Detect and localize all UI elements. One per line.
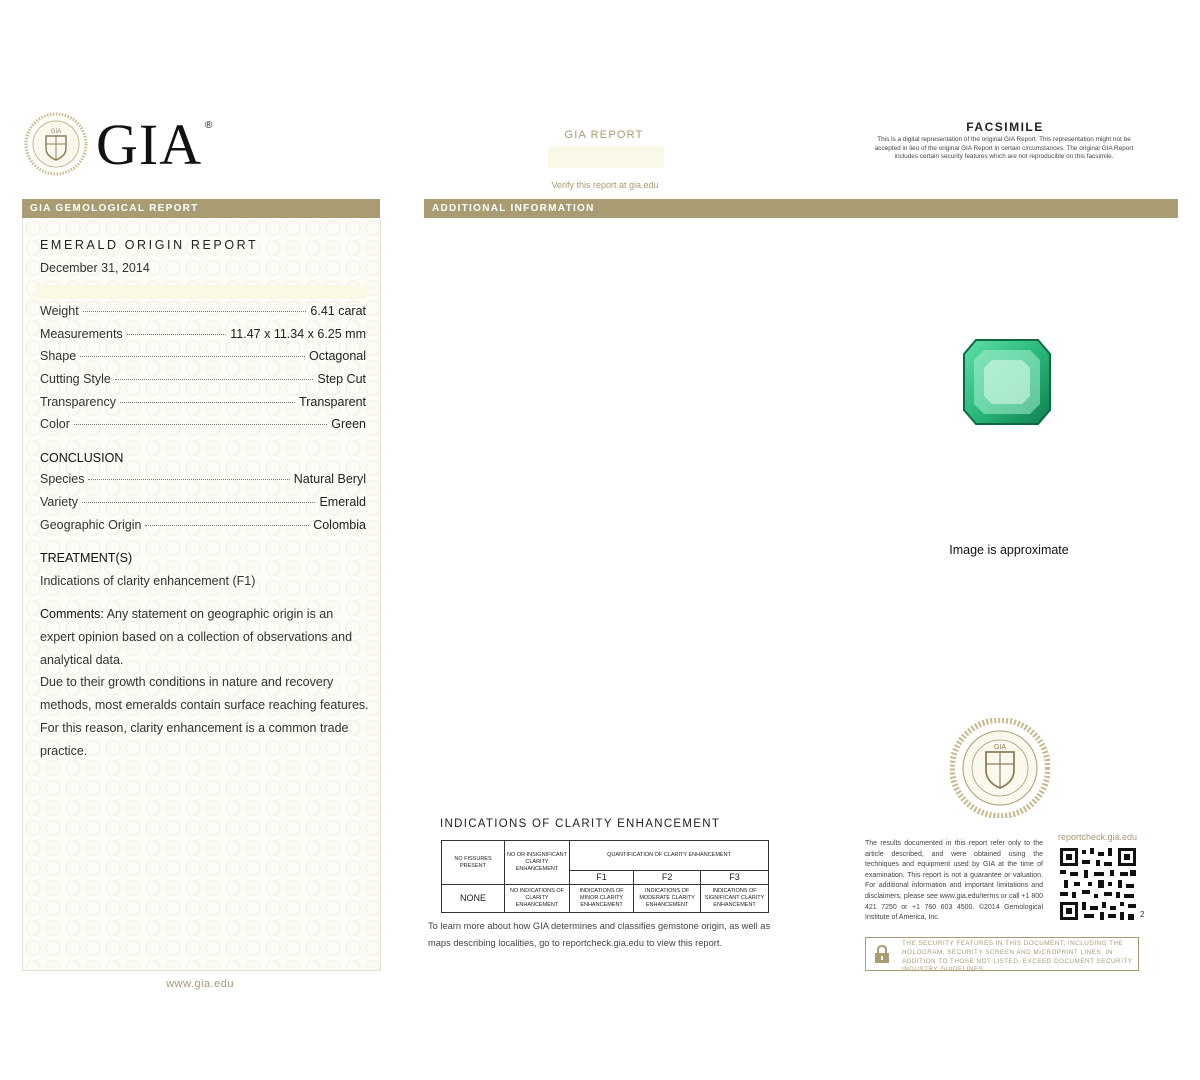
- image-caption: Image is approximate: [949, 543, 1069, 557]
- no-fissures-head: NO FISSURES PRESENT: [442, 841, 505, 885]
- dot-leader: [88, 479, 289, 480]
- verify-link[interactable]: Verify this report at gia.edu: [551, 180, 659, 190]
- detail-value: Step Cut: [317, 372, 366, 386]
- clarity-title: INDICATIONS OF CLARITY ENHANCEMENT: [440, 818, 721, 830]
- detail-value: Green: [331, 417, 366, 431]
- detail-value: Transparent: [299, 395, 366, 409]
- right-header-label: ADDITIONAL INFORMATION: [432, 203, 595, 214]
- detail-label: Color: [40, 417, 70, 431]
- f2-desc-cell: INDICATIONS OF MODERATE CLARITY ENHANCEMENT: [634, 885, 701, 913]
- comments-text: Any statement on geographic origin is an expert opinion based on a collection of observations and analytical data.: [40, 607, 353, 667]
- detail-row-transparency: [40, 395, 366, 415]
- reportcheck-link[interactable]: reportcheck.gia.edu: [1058, 832, 1138, 842]
- detail-row-weight: [40, 304, 366, 324]
- seal-big-text: GIA: [993, 744, 1007, 751]
- detail-row-color: [40, 417, 366, 437]
- conclusion-value: Natural Beryl: [293, 472, 366, 486]
- detail-value: 6.41 carat: [310, 304, 366, 318]
- report-number-band: [36, 285, 366, 299]
- registered-mark: ®: [205, 120, 213, 131]
- clarity-note: To learn more about how GIA determines and classifies gemstone origin, as well as maps describing localities, go to reportcheck.gia.edu to view this report.: [428, 921, 771, 948]
- left-header-label: GIA GEMOLOGICAL REPORT: [30, 203, 199, 214]
- detail-label: Weight: [40, 304, 79, 318]
- conclusion-value: Emerald: [319, 495, 366, 509]
- conclusion-heading: CONCLUSION: [40, 451, 124, 465]
- treatment-text: Indications of clarity enhancement (F1): [40, 574, 256, 588]
- dot-leader: [74, 424, 327, 425]
- detail-value: 11.47 x 11.34 x 6.25 mm: [230, 327, 366, 341]
- lock-icon: [872, 944, 892, 964]
- detail-row-measurements: [40, 327, 366, 347]
- dot-leader: [145, 525, 309, 526]
- comments-text-2: Due to their growth conditions in nature and recovery methods, most emeralds contain surface reaching features. For this reason, clarity enhancement is a common trade practice.: [40, 675, 369, 758]
- report-number-field: [548, 146, 664, 168]
- conclusion-label: Species: [40, 472, 85, 486]
- gia-wordmark: GIA: [96, 112, 203, 177]
- f2-head: F2: [634, 871, 701, 885]
- facsimile-text: This is a digital representation of the original GIA Report. This representation might not be accepted in lieu of the original GIA Report in certain circumstances. The original GIA Report includes certain security features which are not reproducible on this facsimile.: [874, 136, 1134, 161]
- detail-row-cutting-style: [40, 372, 366, 392]
- f3-head: F3: [701, 871, 769, 885]
- dot-leader: [127, 334, 227, 335]
- f3-desc-cell: INDICATIONS OF SIGNIFICANT CLARITY ENHANCEMENT: [701, 885, 769, 913]
- legal-disclaimer: The results documented in this report refer only to the article described, and were obtained using the techniques and equipment used by GIA at the time of examination. This report is not a guarantee or valuation. For additional information and important limitations and disclaimers, please see www.gia.edu/terms or call +1 800 421 7250 or +1 760 603 4500. ©2014 Gemological Institute of America, Inc.: [865, 840, 1044, 922]
- f1-head: F1: [570, 871, 634, 885]
- no-enhancement-head: NO OR INSIGNIFICANT CLARITY ENHANCEMENT: [505, 841, 570, 885]
- gia-integrity-seal: [950, 718, 1050, 818]
- conclusion-row-variety: [40, 495, 366, 515]
- qr-code[interactable]: [1060, 848, 1136, 920]
- comments-label: Comments:: [40, 607, 104, 621]
- none-cell: NONE: [442, 885, 505, 913]
- page-number: 2: [1140, 910, 1145, 919]
- f1-desc-cell: INDICATIONS OF MINOR CLARITY ENHANCEMENT: [570, 885, 634, 913]
- security-text: THE SECURITY FEATURES IN THIS DOCUMENT, INCLUDING THE HOLOGRAM, SECURITY SCREEN AND MICROPRINT LINES, IN ADDITION TO THOSE NOT LISTED, EXCEED DOCUMENT SECURITY INDUSTRY GUIDELINES.: [902, 940, 1133, 974]
- conclusion-row-origin: [40, 518, 366, 538]
- detail-label: Shape: [40, 349, 77, 363]
- clarity-table: [441, 840, 769, 913]
- footer-url[interactable]: www.gia.edu: [166, 978, 234, 990]
- conclusion-label: Variety: [40, 495, 78, 509]
- detail-value: Octagonal: [309, 349, 366, 363]
- dot-leader: [120, 402, 295, 403]
- facsimile-title: FACSIMILE: [966, 120, 1044, 134]
- conclusion-label: Geographic Origin: [40, 518, 142, 532]
- comments-block: [40, 603, 370, 763]
- conclusion-value: Colombia: [313, 518, 366, 532]
- detail-label: Measurements: [40, 327, 123, 341]
- dot-leader: [82, 502, 315, 503]
- emerald-image: [960, 336, 1054, 428]
- detail-row-shape: [40, 349, 366, 369]
- detail-label: Cutting Style: [40, 372, 111, 386]
- dot-leader: [80, 356, 305, 357]
- conclusion-row-species: [40, 472, 366, 492]
- no-indications-cell: NO INDICATIONS OF CLARITY ENHANCEMENT: [505, 885, 570, 913]
- gia-seal-logo: [24, 112, 88, 176]
- detail-label: Transparency: [40, 395, 116, 409]
- treatment-heading: TREATMENT(S): [40, 551, 133, 565]
- report-title: EMERALD ORIGIN REPORT: [40, 238, 259, 252]
- report-date: December 31, 2014: [40, 261, 150, 275]
- seal-text: GIA: [50, 129, 62, 135]
- right-section-header: [424, 199, 1178, 218]
- report-label: GIA REPORT: [564, 129, 644, 141]
- dot-leader: [115, 379, 313, 380]
- quantification-head: QUANTIFICATION OF CLARITY ENHANCEMENT: [570, 841, 769, 871]
- left-section-header: [22, 199, 380, 218]
- dot-leader: [83, 311, 307, 312]
